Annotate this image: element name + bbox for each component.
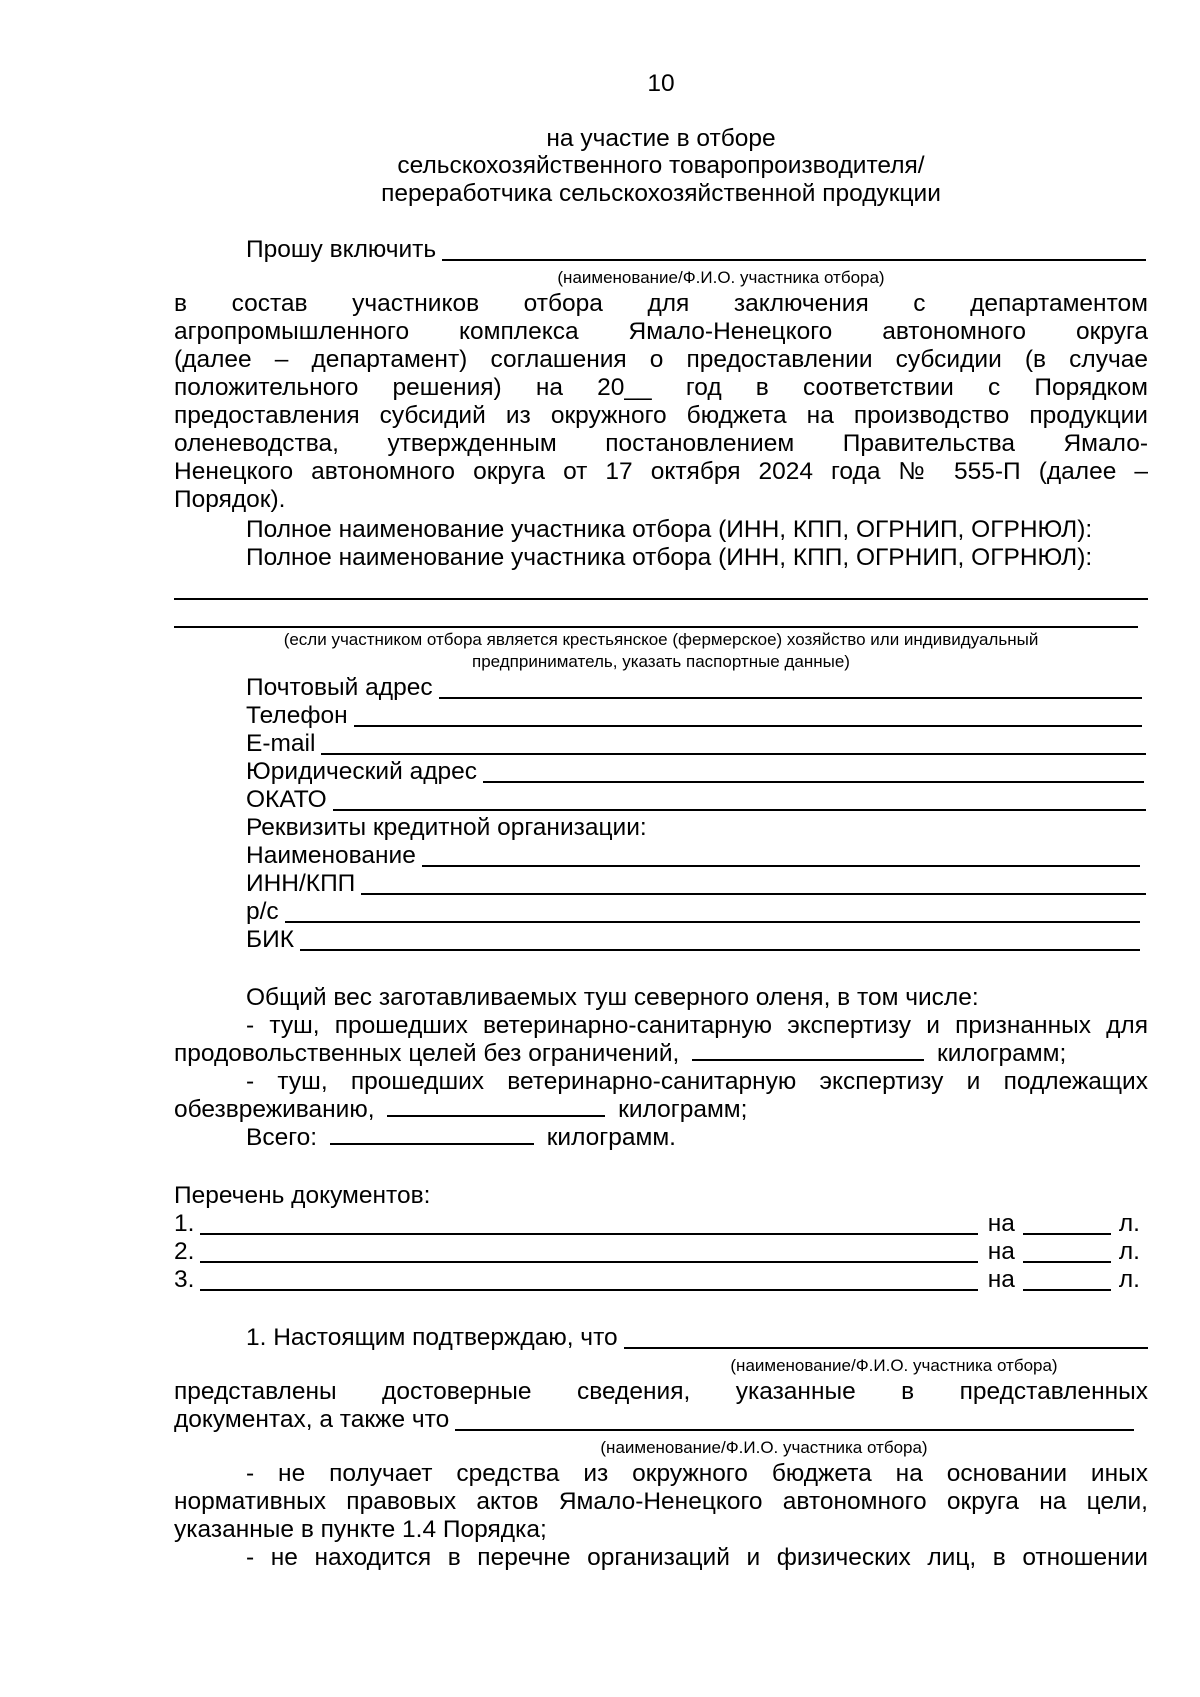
document-number-2: 2.: [174, 1238, 195, 1265]
confirm-participant-field-2[interactable]: [455, 1409, 1134, 1431]
full-name-label-2: Полное наименование участника отбора (ИНН, КПП, ОГРНИП, ОГРНЮЛ):: [246, 544, 1093, 571]
heading-line-3: переработчика сельскохозяйственной продукции: [381, 180, 941, 207]
body-line-6: оленеводства, утвержденным постановлением Правительства Ямало-: [174, 430, 1148, 457]
document-row-3: [174, 1266, 1140, 1295]
phone-field[interactable]: [354, 705, 1142, 727]
email-label: E-mail: [246, 730, 316, 757]
okato-label: ОКАТО: [246, 786, 327, 813]
postal-address-field[interactable]: [439, 677, 1142, 699]
full-name-field-line-1[interactable]: [174, 598, 1148, 600]
document-sheets-field-1[interactable]: [1023, 1215, 1111, 1235]
bank-name-label: Наименование: [246, 842, 416, 869]
document-name-field-2[interactable]: [200, 1241, 977, 1263]
phone-row: [246, 702, 1142, 731]
body-line-4: положительного решения) на 20__ год в соответствии с Порядком: [174, 374, 1148, 401]
document-sheets-label-1: л.: [1118, 1210, 1140, 1237]
email-row: [246, 730, 1146, 759]
confirm-row-1: [246, 1324, 1148, 1353]
body-line-7: Ненецкого автономного округа от 17 октября 2024 года № 555-П (далее –: [174, 458, 1148, 485]
weight-total-line: [246, 1124, 676, 1153]
confirm-bullet1-line2: нормативных правовых актов Ямало-Ненецкого автономного округа на цели,: [174, 1488, 1148, 1515]
participant-name-field[interactable]: [442, 239, 1146, 261]
confirm-row-3: [174, 1406, 1134, 1435]
caption-passport-2: предприниматель, указать паспортные данные): [472, 652, 850, 671]
bik-row: [246, 926, 1140, 955]
document-row-2: [174, 1238, 1140, 1267]
document-sheets-label-3: л.: [1118, 1266, 1140, 1293]
phone-label: Телефон: [246, 702, 348, 729]
document-on-label-3: на: [987, 1266, 1015, 1293]
caption-passport-1: (если участником отбора является крестьянское (фермерское) хозяйство или индивидуальный: [283, 630, 1039, 649]
weight-item1-text: продовольственных целей без ограничений,: [174, 1040, 680, 1067]
body-line-5: предоставления субсидий из окружного бюджета на производство продукции: [174, 402, 1148, 429]
weight-item1-line2: [174, 1040, 1066, 1069]
documents-title: Перечень документов:: [174, 1182, 431, 1209]
confirm-bullet1-line3: указанные в пункте 1.4 Порядка;: [174, 1516, 547, 1543]
bank-name-row: [246, 842, 1140, 871]
account-row: [246, 898, 1140, 927]
confirm-line1: 1. Настоящим подтверждаю, что: [246, 1324, 618, 1351]
body-line-8: Порядок).: [174, 486, 286, 513]
document-on-label-2: на: [987, 1238, 1015, 1265]
document-page: [174, 0, 1148, 1697]
weight-total-field[interactable]: [330, 1125, 534, 1145]
account-field[interactable]: [285, 901, 1140, 923]
weight-item2-text: обезвреживанию,: [174, 1096, 375, 1123]
account-label: р/с: [246, 898, 279, 925]
caption-participant-3: (наименование/Ф.И.О. участника отбора): [600, 1438, 928, 1457]
document-number-1: 1.: [174, 1210, 195, 1237]
inn-kpp-label: ИНН/КПП: [246, 870, 356, 897]
bik-field[interactable]: [300, 929, 1140, 951]
confirm-participant-field-1[interactable]: [624, 1327, 1148, 1349]
full-name-label-1: Полное наименование участника отбора (ИНН, КПП, ОГРНИП, ОГРНЮЛ):: [246, 516, 1093, 543]
confirm-line3: документах, а также что: [174, 1406, 450, 1433]
postal-address-row: [246, 674, 1142, 703]
weight-item2-line1: - туш, прошедших ветеринарно-санитарную экспертизу и подлежащих: [246, 1068, 1148, 1095]
bik-label: БИК: [246, 926, 294, 953]
weight-item1-unit: килограмм;: [936, 1040, 1067, 1067]
document-sheets-label-2: л.: [1118, 1238, 1140, 1265]
document-name-field-3[interactable]: [200, 1269, 977, 1291]
body-line-1: в состав участников отбора для заключения с департаментом: [174, 290, 1148, 317]
postal-address-label: Почтовый адрес: [246, 674, 433, 701]
heading-line-1: на участие в отборе: [546, 125, 776, 152]
inn-kpp-row: [246, 870, 1146, 899]
weight-total-label: Всего:: [246, 1124, 318, 1151]
confirm-line2: представлены достоверные сведения, указанные в представленных: [174, 1378, 1148, 1405]
email-field[interactable]: [321, 733, 1146, 755]
document-sheets-field-2[interactable]: [1023, 1243, 1111, 1263]
document-row-1: [174, 1210, 1140, 1239]
confirm-bullet1-line1: - не получает средства из окружного бюджета на основании иных: [246, 1460, 1148, 1487]
caption-participant-1: (наименование/Ф.И.О. участника отбора): [557, 268, 885, 287]
weight-item2-line2: [174, 1096, 747, 1125]
request-label: Прошу включить: [246, 236, 437, 263]
caption-participant-2: (наименование/Ф.И.О. участника отбора): [730, 1356, 1058, 1375]
weight-item2-unit: килограмм;: [618, 1096, 748, 1123]
request-row: [246, 236, 1146, 265]
body-line-3: (далее – департамент) соглашения о предоставлении субсидии (в случае: [174, 346, 1148, 373]
document-sheets-field-3[interactable]: [1023, 1271, 1111, 1291]
okato-row: [246, 786, 1146, 815]
page-number: 10: [647, 70, 675, 97]
weight-item1-line1: - туш, прошедших ветеринарно-санитарную экспертизу и признанных для: [246, 1012, 1148, 1039]
document-name-field-1[interactable]: [200, 1213, 977, 1235]
weight-total-unit: килограмм.: [546, 1124, 676, 1151]
confirm-bullet2-line1: - не находится в перечне организаций и физических лиц, в отношении: [246, 1544, 1148, 1571]
body-line-2: агропромышленного комплекса Ямало-Ненецкого автономного округа: [174, 318, 1148, 345]
weight-item1-field[interactable]: [692, 1041, 924, 1061]
heading-line-2: сельскохозяйственного товаропроизводителя/: [397, 152, 925, 179]
bank-name-field[interactable]: [422, 845, 1140, 867]
document-number-3: 3.: [174, 1266, 195, 1293]
weight-intro: Общий вес заготавливаемых туш северного оленя, в том числе:: [246, 984, 979, 1011]
document-on-label-1: на: [987, 1210, 1015, 1237]
legal-address-label: Юридический адрес: [246, 758, 478, 785]
full-name-field-line-2[interactable]: [174, 626, 1138, 628]
bank-details-label: Реквизиты кредитной организации:: [246, 814, 647, 841]
weight-item2-field[interactable]: [387, 1097, 605, 1117]
legal-address-row: [246, 758, 1144, 787]
inn-kpp-field[interactable]: [361, 873, 1146, 895]
okato-field[interactable]: [333, 789, 1146, 811]
legal-address-field[interactable]: [483, 761, 1144, 783]
